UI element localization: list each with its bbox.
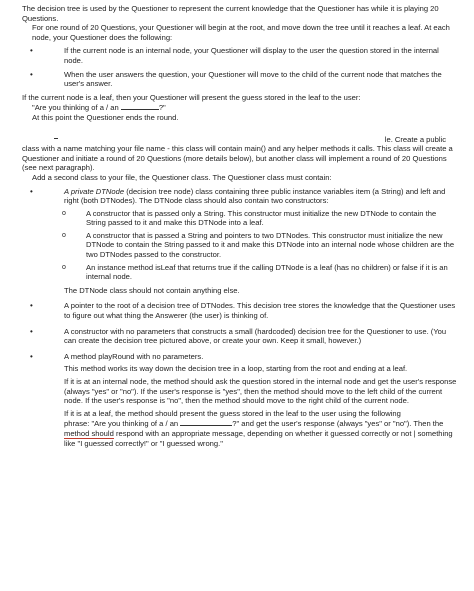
constructor-item-1: o A constructor that is passed only a String. This constructor must initialize the new DTNode to contain the String passed to it and make this DTNode into a leaf. (62, 208, 437, 228)
bullet-icon: • (30, 301, 33, 311)
tilde-mark (54, 135, 58, 139)
guess-phrase: "Are you thinking of a / an ?" (32, 103, 166, 113)
playround-paragraph-4: phrase: "Are you thinking of a / an ?" and get the user's response (always "yes" or "no"). Then the method should respond with an appropriate message, depending on whether it guessed correctly or not | something like "I guessed correctly!" or "I guessed wrong." (64, 419, 453, 448)
constructor-item-2: o A constructor that is passed a String and pointers to two DTNodes. This constructor must initialize the new DTNode to contain the String passed to it and make this DTNode into an internal node whose children are the two DTNodes passed to the constructor. (62, 230, 455, 260)
answer-blank (180, 418, 232, 426)
isleaf-item: o An instance method isLeaf that returns true if the calling DTNode is a leaf (has no children) or false if it is an internal node. (62, 262, 448, 282)
dtnode-note: The DTNode class should not contain anything else. (64, 285, 240, 295)
second-class-paragraph: Add a second class to your file, the Questioner class. The Questioner class must contain: (32, 172, 332, 182)
playround-bullet: • A method playRound with no parameters. (30, 351, 204, 361)
circle-bullet-icon: o (62, 209, 66, 217)
bullet-icon: • (30, 46, 33, 56)
playround-paragraph-1: This method works its way down the decision tree in a loop, starting from the root and ending at a leaf. (64, 364, 408, 374)
intro-paragraph-1: The decision tree is used by the Questioner to represent the current knowledge that the Questioner has while it is playing 20 Questions. (22, 4, 439, 23)
bullet-icon: • (30, 351, 33, 361)
answer-blank (121, 102, 159, 110)
round-end-paragraph: At this point the Questioner ends the round. (32, 112, 179, 122)
document-page (22, 4, 458, 448)
dtnode-bullet: • A private DTNode (decision tree node) class containing three public instance variables item (a String) and left and right (both DTNodes). The DTNode class should also contain two constructors: (30, 186, 446, 206)
bullet-icon: • (30, 186, 33, 196)
intro-bullet-2: • When the user answers the question, your Questioner will move to the child of the current node that matches the user's answer. (30, 69, 442, 89)
leaf-paragraph: If the current node is a leaf, then your Questioner will present the guess stored in the leaf to the user: (22, 92, 361, 102)
intro-bullet-1: • If the current node is an internal node, your Questioner will display to the user the question stored in the internal node. (30, 46, 439, 65)
playround-paragraph-3: If it is at a leaf, the method should present the guess stored in the leaf to the user using the following (64, 408, 401, 418)
root-pointer-bullet: • A pointer to the root of a decision tree of DTNodes. This decision tree stores the knowledge that the Questioner uses to figure out what thing the Answerer (the user) is thinking of. (30, 301, 456, 321)
circle-bullet-icon: o (62, 231, 66, 239)
bullet-icon: • (30, 69, 33, 79)
circle-bullet-icon: o (62, 263, 66, 271)
bullet-icon: • (30, 326, 33, 336)
playround-paragraph-2: If it is at an internal node, the method should ask the question stored in the internal node and get the user's response (always "yes" or "no"). If the user's response is "yes", then the method should move to the left child of the current node. If the user's response is "no", then the method should move to the right child of the current node. (64, 377, 457, 406)
create-class-paragraph: class with a name matching your file name - this class will contain main() and any helper methods it calls. This class will create a Questioner and initiate a round of 20 Questions (more details below), but another class will implement a round of 20 Questions (see next paragraph). (22, 144, 453, 173)
constructor-bullet: • A constructor with no parameters that constructs a small (hardcoded) decision tree for the Questioner to use. (You can create the decision tree pictured above, or create your own. Keep it small, however.) (30, 326, 447, 346)
create-class-line: le. Create a public (22, 135, 458, 145)
intro-paragraph-2: For one round of 20 Questions, your Questioner will begin at the root, and move down the tree until it reaches a leaf. At each node, your Questioner does the following: (32, 23, 450, 42)
